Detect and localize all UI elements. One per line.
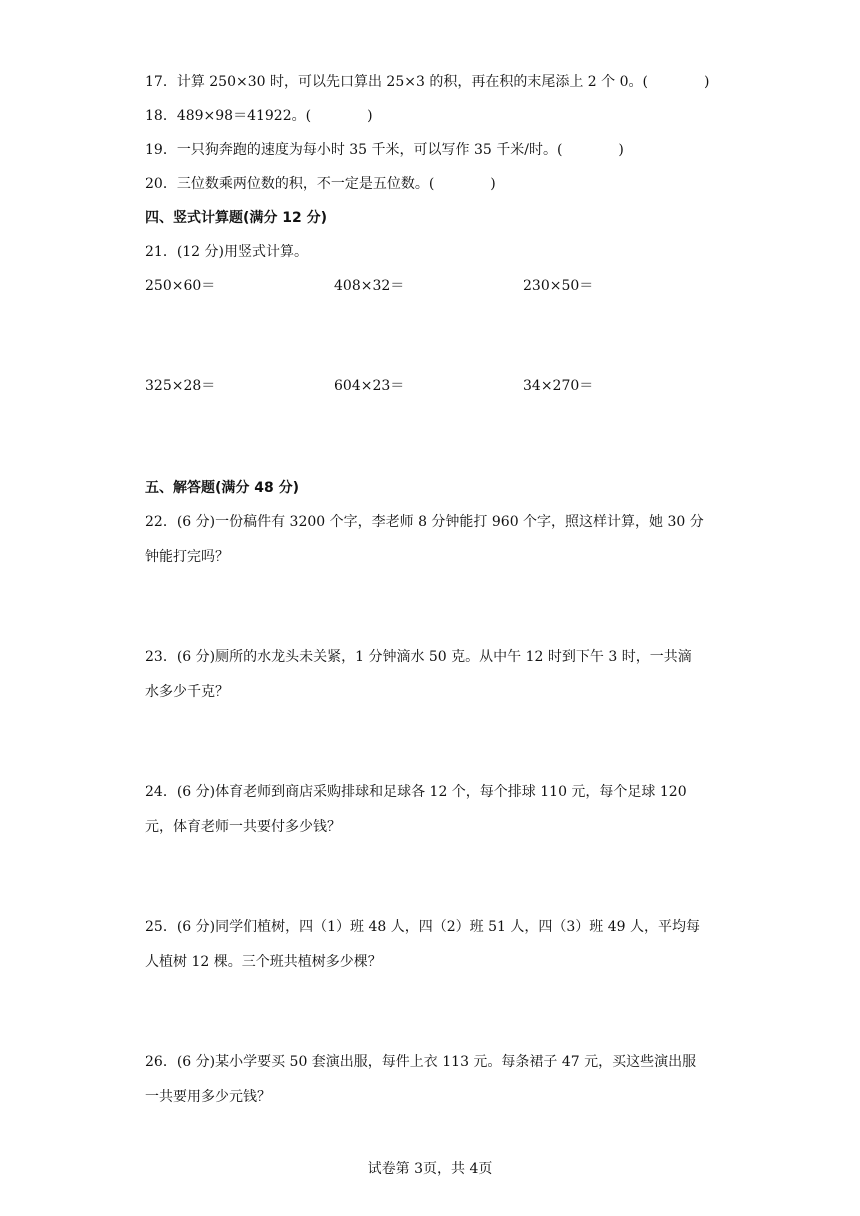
question-20: 20．三位数乘两位数的积，不一定是五位数。( ) bbox=[145, 176, 496, 192]
question-23-line-1: 23．(6 分)厕所的水龙头未关紧，1 分钟滴水 50 克。从中午 12 时到下午 3 时，一共滴 bbox=[145, 649, 692, 665]
section-4-title: 四、竖式计算题(满分 12 分) bbox=[145, 210, 328, 226]
question-21: 21．(12 分)用竖式计算。 bbox=[145, 244, 309, 260]
section-5-title: 五、解答题(满分 48 分) bbox=[145, 480, 300, 496]
calc-item: 325×28＝ bbox=[145, 378, 216, 394]
page-footer: 试卷第 3页，共 4页 bbox=[367, 1161, 493, 1177]
question-24-line-2: 元，体育老师一共要付多少钱？ bbox=[145, 819, 341, 835]
question-19: 19．一只狗奔跑的速度为每小时 35 千米，可以写作 35 千米/时。( ) bbox=[145, 142, 624, 158]
question-23-line-2: 水多少千克？ bbox=[145, 684, 229, 700]
question-22-line-1: 22．(6 分)一份稿件有 3200 个字，李老师 8 分钟能打 960 个字，照这样计算，她 30 分 bbox=[145, 514, 704, 530]
question-24-line-1: 24．(6 分)体育老师到商店采购排球和足球各 12 个，每个排球 110 元，每个足球 120 bbox=[145, 784, 687, 800]
calc-item: 250×60＝ bbox=[145, 278, 216, 294]
question-26-line-1: 26．(6 分)某小学要买 50 套演出服，每件上衣 113 元。每条裙子 47 元，买这些演出服 bbox=[145, 1054, 697, 1070]
question-22-line-2: 钟能打完吗？ bbox=[145, 549, 229, 565]
calc-item: 34×270＝ bbox=[523, 378, 594, 394]
question-25-line-2: 人植树 12 棵。三个班共植树多少棵？ bbox=[145, 954, 382, 970]
question-17: 17．计算 250×30 时，可以先口算出 25×3 的积，再在积的末尾添上 2 个 0。( ) bbox=[145, 74, 710, 90]
calc-item: 230×50＝ bbox=[523, 278, 594, 294]
question-18: 18．489×98＝41922。( ) bbox=[145, 108, 373, 124]
calc-item: 408×32＝ bbox=[334, 278, 405, 294]
calc-item: 604×23＝ bbox=[334, 378, 405, 394]
question-26-line-2: 一共要用多少元钱？ bbox=[145, 1089, 271, 1105]
question-25-line-1: 25．(6 分)同学们植树，四（1）班 48 人，四（2）班 51 人，四（3）班 49 人，平均每 bbox=[145, 919, 700, 935]
